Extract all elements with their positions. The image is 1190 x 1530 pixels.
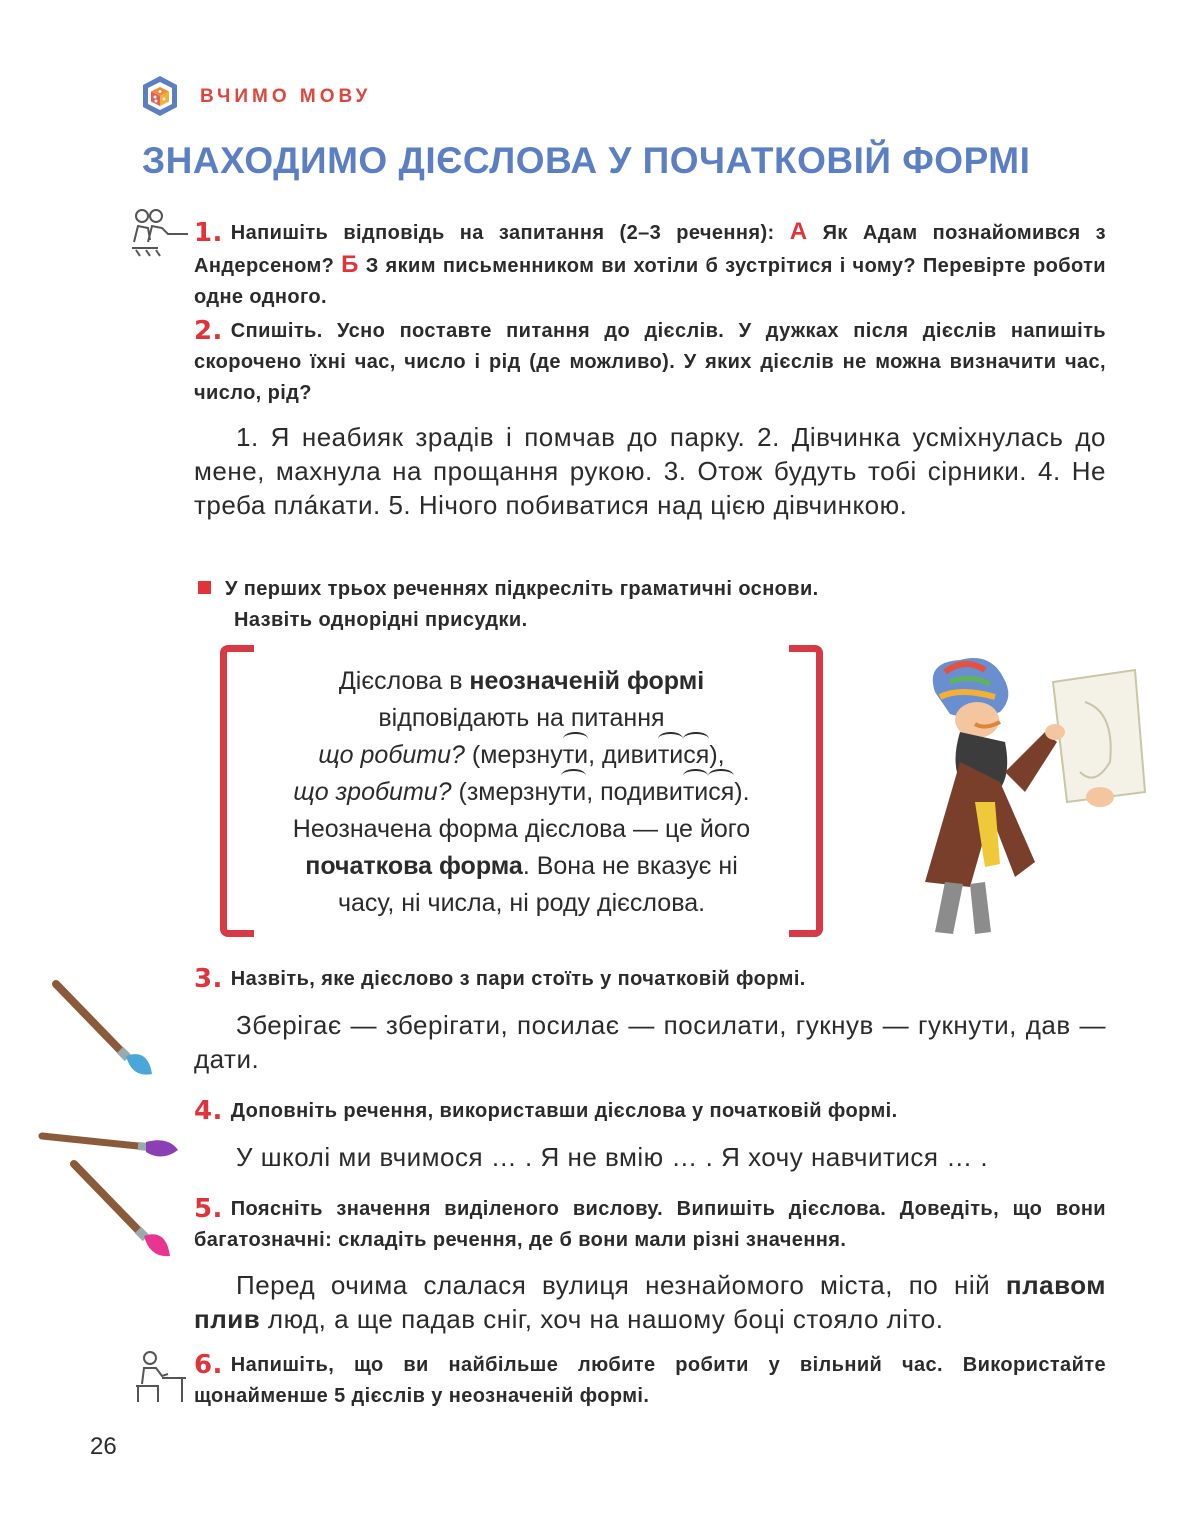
- exercise-part: Перед очима слалася вулиця незнайомого міста, по ній: [236, 1270, 1006, 1300]
- task-text: Поясніть значення виділеного вислову. Випишіть дієслова. Доведіть, що вони багатозначні: складіть речення, де б вони мали різні значення.: [194, 1198, 1106, 1251]
- page-number: 26: [90, 1433, 117, 1460]
- task-text: Доповніть речення, використавши дієслова у початковій формі.: [230, 1100, 898, 1122]
- rule-question: що робити?: [318, 741, 465, 769]
- task-6: [194, 1348, 1106, 1412]
- rule-line: . Вона не вказує ні: [522, 852, 738, 880]
- rule-term: неозначеній формі: [469, 667, 705, 695]
- exercise-3-text: Зберігає — зберігати, посилає — посилати, гукнув — гукнути, дав — дати.: [194, 1010, 1106, 1074]
- suffix-arc: ти: [683, 774, 708, 811]
- rule-example: ),: [709, 741, 725, 769]
- rule-box: [220, 645, 823, 937]
- section-label: ВЧИМО МОВУ: [200, 86, 372, 107]
- task-text: З яким письменником ви хотіли б зустрітися і чому? Перевірте роботи одне одного.: [194, 255, 1106, 308]
- suffix-arc: ся: [708, 774, 734, 811]
- rule-example: (мерзну: [464, 741, 563, 769]
- task-text: Назвіть, яке дієслово з пари стоїть у початковій формі.: [230, 968, 806, 990]
- pair-work-icon: [128, 206, 188, 258]
- subtask-2: [198, 574, 1110, 636]
- rule-example: (змерзну: [451, 778, 561, 806]
- rule-example: ).: [734, 778, 750, 806]
- rule-line: часу, ні числа, ні роду дієслова.: [337, 889, 706, 917]
- task-number: 3.: [194, 964, 223, 994]
- exercise-part: люд, а ще падав сніг, хоч на нашому боці стояло літо.: [260, 1304, 944, 1334]
- logo-icon: [140, 74, 180, 118]
- task-5: [194, 1192, 1106, 1256]
- suffix-arc: ти: [658, 737, 683, 774]
- task-text: Напишіть, що ви найбільше любите робити у вільний час. Використайте щонайменше 5 дієслів у неозначеній формі.: [194, 1354, 1106, 1407]
- task-1: [194, 216, 1106, 313]
- artist-illustration: [905, 652, 1150, 937]
- rule-line: відповідають на питання: [378, 704, 665, 732]
- rule-line: Дієслова в: [338, 667, 470, 695]
- rule-text: [244, 663, 799, 922]
- subtask-line: У перших трьох реченнях підкресліть граматичні основи.: [225, 578, 819, 600]
- square-bullet-icon: [198, 581, 211, 594]
- pink-paintbrush-icon: [66, 1158, 176, 1260]
- task-number: 1.: [194, 218, 223, 248]
- task-number: 2.: [194, 316, 223, 346]
- writing-at-desk-icon: [132, 1350, 188, 1404]
- rule-line: Неозначена форма дієслова — це його: [292, 815, 751, 843]
- task-2: [194, 314, 1106, 409]
- task-text: Спишіть. Усно поставте питання до дієслів. У дужках після дієслів напишіть скорочено їхні час, число і рід (де можливо). У яких дієслів не можна визначити час, число, рід?: [194, 320, 1106, 404]
- suffix-arc: ти: [563, 737, 588, 774]
- rule-example: , диви: [588, 741, 658, 769]
- option-b-marker: Б: [341, 251, 359, 278]
- suffix-arc: ся: [683, 737, 709, 774]
- option-a-marker: А: [789, 218, 808, 245]
- task-number: 4.: [194, 1096, 223, 1126]
- task-text: Напишіть відповідь на запитання (2–3 речення):: [230, 222, 775, 244]
- task-3: [194, 962, 1106, 995]
- blue-paintbrush-icon: [48, 978, 158, 1078]
- highlighted-phrase: плавом плив: [194, 1270, 1106, 1334]
- suffix-arc: ти: [561, 774, 586, 811]
- exercise-5-text: [194, 1268, 1106, 1336]
- exercise-4-text: У школі ми вчимося … . Я не вмію … . Я хочу навчитися … .: [236, 1142, 989, 1172]
- rule-example: , подиви: [586, 778, 683, 806]
- subtask-line: Назвіть однорідні присудки.: [234, 609, 528, 631]
- rule-question: що зробити?: [293, 778, 452, 806]
- rule-term: початкова форма: [305, 852, 523, 880]
- task-4: [194, 1094, 1106, 1127]
- exercise-2-text: 1. Я неабияк зрадів і помчав до парку. 2. Дівчинка усміхнулась до мене, махнула на прощання рукою. 3. Отож будуть тобі сірники. 4. Не треба плáкати. 5. Нічого побиватися над цією дівчинкою.: [194, 422, 1106, 520]
- task-text: Як Адам познайомився з Андерсеном?: [194, 222, 1106, 277]
- task-number: 5.: [194, 1194, 223, 1224]
- page-title: ЗНАХОДИМО ДІЄСЛОВА У ПОЧАТКОВІЙ ФОРМІ: [142, 140, 1031, 181]
- task-number: 6.: [194, 1350, 223, 1380]
